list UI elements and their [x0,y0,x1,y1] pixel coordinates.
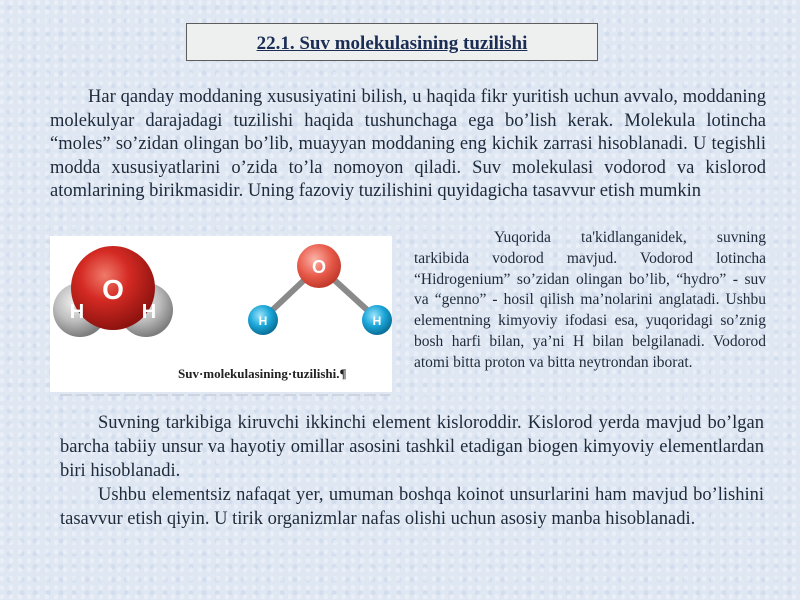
title-box [186,23,598,61]
space-filling-model [53,246,173,337]
page-title: 22.1. Suv molekulasining tuzilishi [256,32,528,54]
hydrogen-paragraph: Yuqorida ta'kidlanganidek, suvning tarkibida vodorod mavjud. Vodorod lotincha “Hidrogenium” so’zidan olingan bo’lib, “hydro” - suv va “genno” - hosil qilish ma’nolarini anglatadi. Ushbu elementning kimyoviy ifodasi esa, yuqoridagi so’znig bosh harfi bilan, ya’ni H bilan belgilanadi. Vodorod atomi bitta proton va bitta neytrondan iborat. [414,229,766,371]
hydrogen-label-right: H [141,301,157,323]
oxygen-label: O [102,274,124,305]
oxygen-ball-label: O [311,257,327,277]
divider [60,394,390,396]
hydrogen-label-left: H [69,301,85,323]
ball-and-stick-model [248,244,392,335]
figure-caption: Suv·molekulasining·tuzilishi.¶ [178,366,347,381]
hydrogen-ball-label-left: H [258,314,268,328]
water-molecule-figure [50,236,392,392]
hydrogen-ball-label-right: H [372,314,382,328]
intro-paragraph: Har qanday moddaning xususiyatini bilish, u haqida fikr yuritish uchun avvalo, moddaning molekulyar darajadagi tuzilishi haqida tushunchaga ega bo’lish kerak. Molekula lotincha “moles” so’zidan olingan bo’lib, muayyan moddaning eng kichik zarrasi hisoblanadi. U tegishli modda xususiyatlarini o’zida to’la nomoyon qiladi. Suv molekulasi vodorod va kislorod atomlarining birikmasidir. Uning fazoviy tuzilishini quyidagicha tasavvur etish mumkin [50,87,766,201]
oxygen-paragraph: Suvning tarkibiga kiruvchi ikkinchi element kisloroddir. Kislorod yerda mavjud bo’lgan barcha tabiiy unsur va hayotiy omillar asosini tashkil etadigan biogen kimyoviy elementlardan biri hisoblanadi. [60,413,764,481]
conclusion-paragraph: Ushbu elementsiz nafaqat yer, umuman boshqa koinot unsurlarini ham mavjud bo’lishini tasavvur etish qiyin. U tirik organizmlar nafas olishi uchun asosiy manba hisoblanadi. [60,485,764,529]
